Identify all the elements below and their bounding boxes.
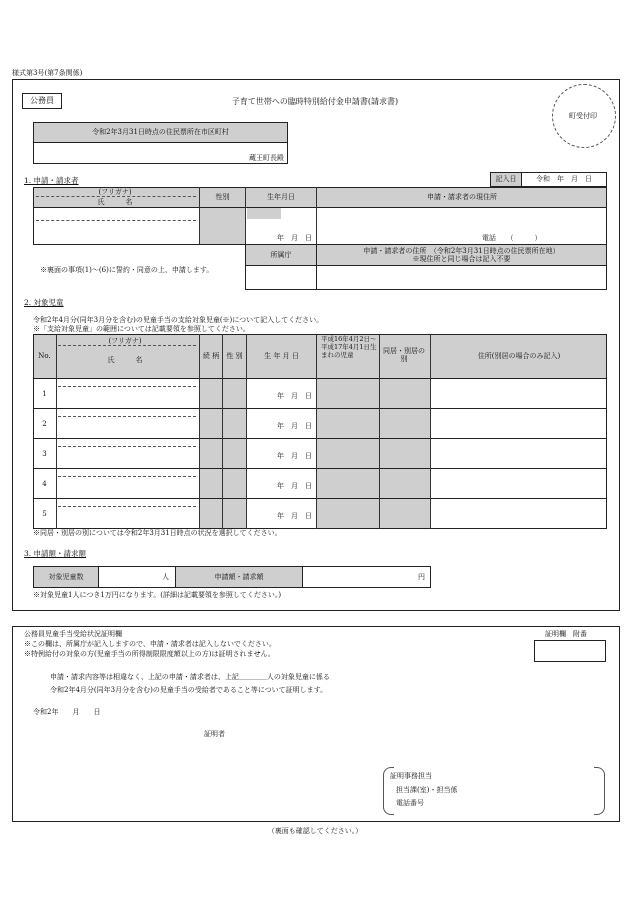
child-name-field[interactable] bbox=[57, 477, 199, 497]
certificate-note1: ※この欄は、所属庁が記入しますので、申請・請求者は記入しないでください。 bbox=[24, 640, 276, 648]
phone-label[interactable]: 電話 （ ） bbox=[482, 234, 542, 242]
child-row-number: 3 bbox=[42, 450, 47, 458]
amount-label: 申請額・請求額 bbox=[175, 566, 303, 588]
contact-bracket-right bbox=[594, 767, 605, 815]
col-name: 氏 名 bbox=[107, 356, 143, 364]
address-at-date-label bbox=[316, 244, 607, 266]
section3-heading: 3. 申請額・請求額 bbox=[24, 549, 87, 558]
child-cohabit-field[interactable] bbox=[380, 409, 430, 438]
child-sex-field[interactable] bbox=[223, 409, 246, 438]
col-divider bbox=[379, 378, 380, 529]
col-sex: 性 別 bbox=[226, 352, 243, 360]
attach-number-field[interactable] bbox=[534, 640, 606, 662]
amount-field[interactable] bbox=[302, 566, 431, 588]
child-address-field[interactable] bbox=[431, 409, 606, 438]
children-count-label: 対象児童数 bbox=[33, 566, 99, 588]
contact-title: 証明事務担当 bbox=[390, 772, 432, 780]
applicant-address-label: 申請・請求者の現住所 bbox=[427, 193, 497, 201]
child-cohabit-field[interactable] bbox=[380, 439, 430, 468]
child-name-field[interactable] bbox=[57, 507, 199, 527]
child-cohabit-field[interactable] bbox=[380, 469, 430, 498]
child-sex-field[interactable] bbox=[223, 499, 246, 528]
contact-phone: 電話番号 bbox=[396, 799, 424, 807]
form-number: 様式第3号(第7条関係) bbox=[12, 69, 83, 77]
official-badge: 公務員 bbox=[22, 93, 62, 109]
certificate-date[interactable]: 令和2年 月 日 bbox=[33, 708, 101, 716]
yen-unit: 円 bbox=[418, 573, 425, 581]
child-period-field[interactable] bbox=[317, 469, 379, 498]
col-divider bbox=[222, 378, 223, 529]
address-at-date-field[interactable] bbox=[316, 265, 607, 290]
section3-note: ※対象児童1人につき1万円になります。(詳細は記載要領を参照してください。) bbox=[33, 591, 282, 599]
child-period-field[interactable] bbox=[317, 409, 379, 438]
child-address-field[interactable] bbox=[431, 469, 606, 498]
child-relation-field[interactable] bbox=[200, 439, 222, 468]
child-period-field[interactable] bbox=[317, 439, 379, 468]
col-divider bbox=[316, 378, 317, 529]
child-address-field[interactable] bbox=[431, 499, 606, 528]
applicant-birth-label: 生年月日 bbox=[267, 193, 295, 201]
col-address: 住所(別居の場合のみ記入) bbox=[477, 352, 561, 360]
child-row-number: 2 bbox=[42, 420, 47, 428]
child-period-field[interactable] bbox=[317, 499, 379, 528]
section1-heading: 1. 申請・請求者 bbox=[24, 176, 79, 185]
col-relation: 続 柄 bbox=[202, 352, 220, 360]
child-relation-field[interactable] bbox=[200, 499, 222, 528]
child-relation-field[interactable] bbox=[200, 469, 222, 498]
footer-note: （裏面も確認してください。） bbox=[267, 827, 363, 835]
office-label: 所属庁 bbox=[245, 244, 317, 266]
certifier-label: 証明者 bbox=[204, 730, 225, 738]
applicant-name-field[interactable] bbox=[34, 221, 198, 243]
col-divider bbox=[56, 378, 57, 529]
child-name-field[interactable] bbox=[57, 417, 199, 437]
pledge-text: ※裏面の事項(1)～(6)に誓約・同意の上、申請します。 bbox=[40, 266, 214, 274]
addressee: 蔵王町長殿 bbox=[249, 154, 284, 162]
child-relation-field[interactable] bbox=[200, 409, 222, 438]
child-address-field[interactable] bbox=[431, 379, 606, 408]
office-field[interactable] bbox=[245, 265, 317, 290]
child-address-field[interactable] bbox=[431, 439, 606, 468]
stamp-label: 町受付印 bbox=[569, 112, 597, 120]
child-name-field[interactable] bbox=[57, 387, 199, 407]
contact-dept: 担当課(室)・担当係 bbox=[396, 786, 458, 794]
child-birth-ymd[interactable]: 年 月 日 bbox=[277, 512, 312, 520]
child-name-field[interactable] bbox=[57, 447, 199, 467]
section2-note1: 令和2年4月分(同年3月分を含む)の児童手当の支給対象児童(※)について記入してください。 bbox=[33, 316, 324, 324]
col-no: No. bbox=[38, 352, 51, 360]
applicant-sex-label: 性別 bbox=[215, 193, 230, 201]
certificate-note2: ※特例給付の対象の方(児童手当の所得制限限度額以上の方)は証明されません。 bbox=[24, 650, 275, 658]
municipality-label: 令和2年3月31日時点の住民票所在市区町村 bbox=[33, 122, 288, 143]
applicant-furigana-label: (フリガナ) bbox=[98, 188, 132, 196]
birth-era-box[interactable] bbox=[247, 208, 281, 219]
certificate-title: 公務員児童手当受給状況証明欄 bbox=[24, 630, 122, 638]
child-relation-field[interactable] bbox=[200, 379, 222, 408]
person-unit: 人 bbox=[162, 573, 169, 581]
child-cohabit-field[interactable] bbox=[380, 379, 430, 408]
child-birth-ymd[interactable]: 年 月 日 bbox=[277, 482, 312, 490]
child-furigana-divider bbox=[58, 345, 196, 346]
entry-date-field[interactable]: 令和 年 月 日 bbox=[521, 172, 607, 187]
address-at-date-text: 申請・請求者の住所 （令和2年3月31日時点の住民票所在地） bbox=[363, 247, 560, 255]
certificate-body2: 令和2年4月分(同年3月分を含む)の児童手当の受給者であること等について証明します。 bbox=[50, 686, 328, 694]
child-birth-ymd[interactable]: 年 月 日 bbox=[277, 422, 312, 430]
col-divider bbox=[246, 378, 247, 529]
address-note: ※現住所と同じ場合は記入不要 bbox=[412, 255, 511, 264]
col-furigana: (フリガナ) bbox=[108, 337, 142, 345]
child-sex-field[interactable] bbox=[223, 379, 246, 408]
certificate-body1: 申請・請求内容等は相違なく、上記の申請・請求者は、上記＿＿＿＿人の対象児童に係る bbox=[50, 673, 330, 681]
entry-date-label: 記入日 bbox=[490, 172, 522, 187]
child-birth-ymd[interactable]: 年 月 日 bbox=[277, 392, 312, 400]
col-divider bbox=[199, 378, 200, 529]
section2-footnote: ※同居・別居の別については令和2年3月31日時点の状況を選択してください。 bbox=[33, 529, 282, 537]
col-divider bbox=[430, 378, 431, 529]
child-row-number: 4 bbox=[42, 480, 47, 488]
section2-note2: ※「支給対象児童」の範囲については記載要領を参照してください。 bbox=[33, 325, 250, 333]
furigana-divider bbox=[36, 196, 196, 197]
child-birth-ymd[interactable]: 年 月 日 bbox=[277, 452, 312, 460]
col-period: 平成16年4月2日～平成17年4月1日生まれの児童 bbox=[321, 335, 377, 359]
child-sex-field[interactable] bbox=[223, 439, 246, 468]
child-cohabit-field[interactable] bbox=[380, 499, 430, 528]
col-cohabit: 同居・別居の別 bbox=[383, 347, 425, 364]
child-row-number: 1 bbox=[42, 390, 47, 398]
child-sex-field[interactable] bbox=[223, 469, 246, 498]
col-birth: 生 年 月 日 bbox=[264, 352, 299, 360]
applicant-birth-ymd[interactable]: 年 月 日 bbox=[277, 234, 312, 242]
child-row-number: 5 bbox=[42, 510, 47, 518]
attach-label: 証明欄 附番 bbox=[545, 630, 587, 638]
section2-heading: 2. 対象児童 bbox=[24, 298, 64, 307]
applicant-name-label: 氏 名 bbox=[97, 198, 133, 206]
form-title: 子育て世帯への臨時特別給付金申請書(請求書) bbox=[231, 97, 399, 106]
child-period-field[interactable] bbox=[317, 379, 379, 408]
applicant-sex-field[interactable] bbox=[200, 208, 245, 244]
